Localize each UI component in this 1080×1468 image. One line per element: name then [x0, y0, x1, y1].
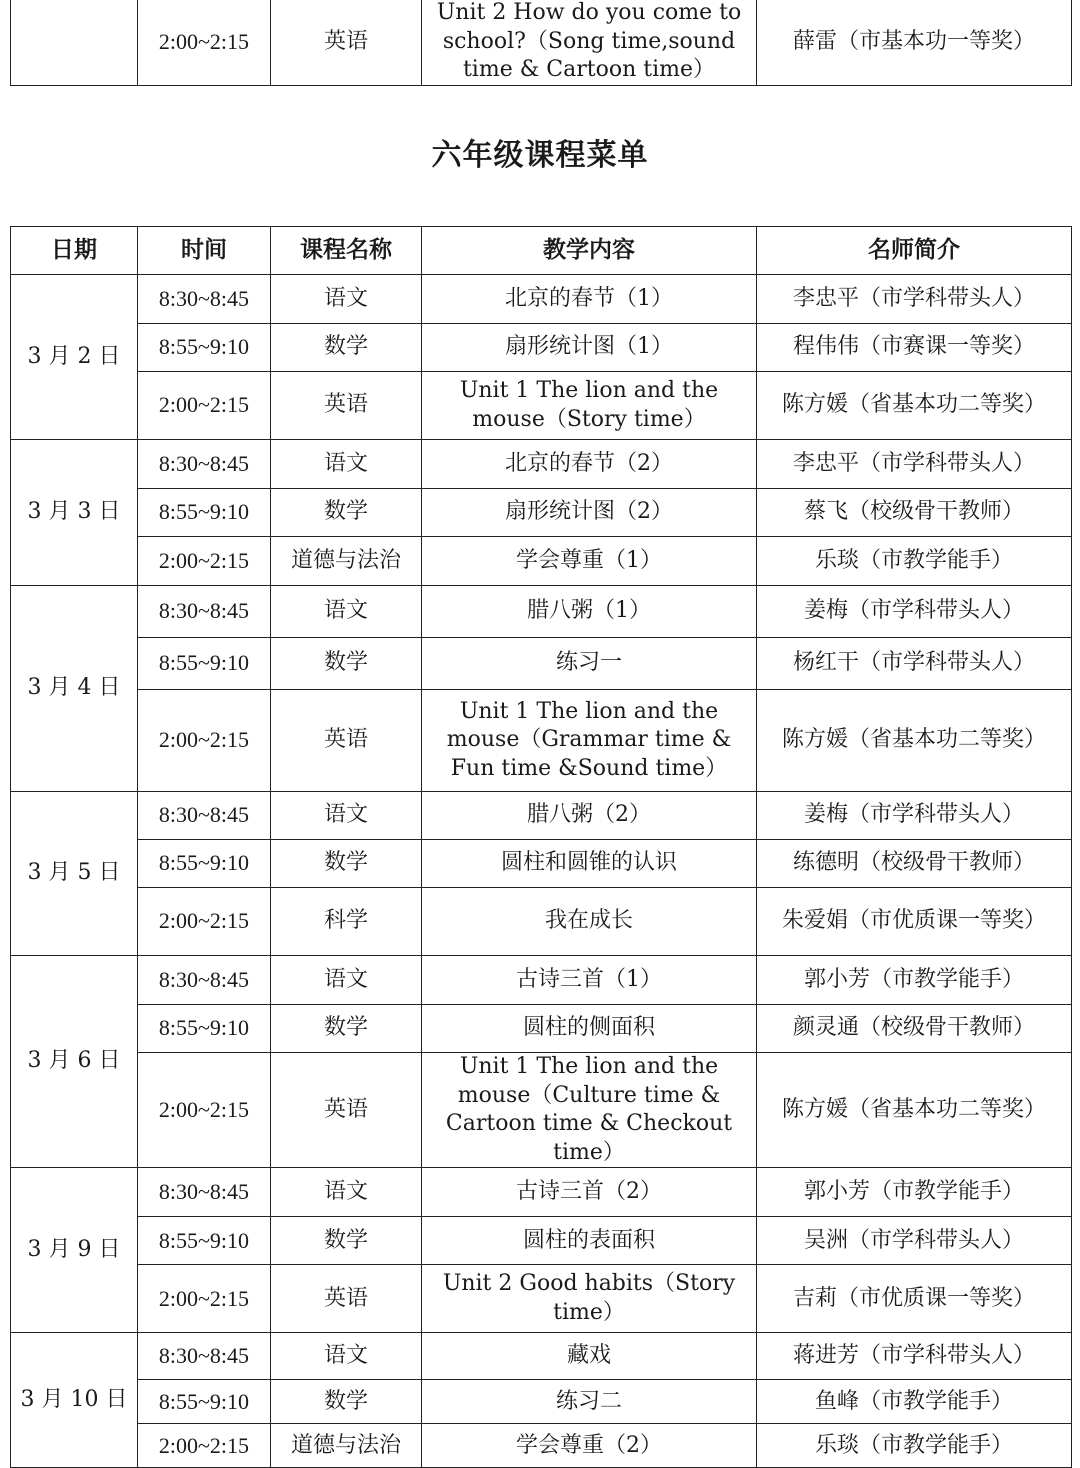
- date-cell: 3 月 5 日: [11, 792, 138, 956]
- table-row: [11, 440, 1072, 489]
- header-subject: 课程名称: [271, 227, 422, 275]
- table-row: [11, 586, 1072, 638]
- date-cell: 3 月 9 日: [11, 1168, 138, 1333]
- content-cell: 腊八粥（2）: [422, 792, 757, 840]
- table-row: [11, 324, 1072, 372]
- header-date: 日期: [11, 227, 138, 275]
- teacher-cell: 陈方媛（省基本功二等奖）: [757, 1053, 1072, 1168]
- time-cell: 2:00~2:15: [138, 690, 271, 792]
- teacher-cell: 蒋进芳（市学科带头人）: [757, 1333, 1072, 1380]
- table-row: [11, 638, 1072, 690]
- content-cell: 扇形统计图（1）: [422, 324, 757, 372]
- subject-cell: 数学: [271, 489, 422, 537]
- grade-six-schedule-table: [10, 226, 1072, 1468]
- table-row: [11, 888, 1072, 956]
- table-row: [11, 1005, 1072, 1053]
- subject-cell: 语文: [271, 792, 422, 840]
- subject-cell: 英语: [271, 0, 422, 85]
- content-cell: Unit 2 How do you come to school?（Song time,sound time & Cartoon time）: [422, 0, 757, 85]
- content-cell: 练习二: [422, 1380, 757, 1424]
- content-cell: 圆柱的侧面积: [422, 1005, 757, 1053]
- subject-cell: 数学: [271, 324, 422, 372]
- content-cell: 圆柱和圆锥的认识: [422, 840, 757, 888]
- time-cell: 2:00~2:15: [138, 1265, 271, 1333]
- teacher-cell: 程伟伟（市赛课一等奖）: [757, 324, 1072, 372]
- table-row: [11, 1265, 1072, 1333]
- subject-cell: 语文: [271, 1333, 422, 1380]
- teacher-cell: 姜梅（市学科带头人）: [757, 792, 1072, 840]
- time-cell: 8:30~8:45: [138, 275, 271, 324]
- table-row: [11, 1333, 1072, 1380]
- subject-cell: 道德与法治: [271, 537, 422, 586]
- teacher-cell: 朱爱娟（市优质课一等奖）: [757, 888, 1072, 956]
- teacher-cell: 鱼峰（市教学能手）: [757, 1380, 1072, 1424]
- header-time: 时间: [138, 227, 271, 275]
- content-cell: Unit 2 Good habits（Story time）: [422, 1265, 757, 1333]
- time-cell: 8:55~9:10: [138, 840, 271, 888]
- table-row: [11, 1424, 1072, 1468]
- table-row: [11, 1053, 1072, 1168]
- content-cell: Unit 1 The lion and the mouse（Story time）: [422, 372, 757, 440]
- table-row: [11, 275, 1072, 324]
- teacher-cell: 李忠平（市学科带头人）: [757, 275, 1072, 324]
- date-cell: 3 月 2 日: [11, 275, 138, 440]
- time-cell: 8:55~9:10: [138, 1005, 271, 1053]
- content-cell: 北京的春节（1）: [422, 275, 757, 324]
- teacher-cell: 薛雷（市基本功一等奖）: [757, 0, 1072, 85]
- teacher-cell: 郭小芳（市教学能手）: [757, 1168, 1072, 1217]
- table-row: [11, 1168, 1072, 1217]
- table-row: [11, 956, 1072, 1005]
- subject-cell: 数学: [271, 638, 422, 690]
- subject-cell: 语文: [271, 275, 422, 324]
- time-cell: 8:30~8:45: [138, 792, 271, 840]
- content-cell: 扇形统计图（2）: [422, 489, 757, 537]
- subject-cell: 英语: [271, 1053, 422, 1168]
- date-cell: [11, 0, 138, 85]
- time-cell: 2:00~2:15: [138, 1053, 271, 1168]
- subject-cell: 科学: [271, 888, 422, 956]
- time-cell: 8:55~9:10: [138, 1217, 271, 1265]
- teacher-cell: 杨红干（市学科带头人）: [757, 638, 1072, 690]
- subject-cell: 语文: [271, 440, 422, 489]
- teacher-cell: 陈方媛（省基本功二等奖）: [757, 690, 1072, 792]
- date-cell: 3 月 10 日: [11, 1333, 138, 1468]
- date-cell: 3 月 4 日: [11, 586, 138, 792]
- table-row: [11, 690, 1072, 792]
- teacher-cell: 练德明（校级骨干教师）: [757, 840, 1072, 888]
- subject-cell: 道德与法治: [271, 1424, 422, 1468]
- table-row: [11, 1217, 1072, 1265]
- table-row: [11, 0, 1072, 85]
- content-cell: 藏戏: [422, 1333, 757, 1380]
- date-cell: 3 月 3 日: [11, 440, 138, 586]
- subject-cell: 英语: [271, 690, 422, 792]
- time-cell: 8:30~8:45: [138, 440, 271, 489]
- subject-cell: 数学: [271, 1005, 422, 1053]
- time-cell: 2:00~2:15: [138, 1424, 271, 1468]
- content-cell: 腊八粥（1）: [422, 586, 757, 638]
- header-teacher: 名师简介: [757, 227, 1072, 275]
- subject-cell: 数学: [271, 1380, 422, 1424]
- teacher-cell: 乐琰（市教学能手）: [757, 1424, 1072, 1468]
- teacher-cell: 姜梅（市学科带头人）: [757, 586, 1072, 638]
- table-row: [11, 1380, 1072, 1424]
- content-cell: 圆柱的表面积: [422, 1217, 757, 1265]
- time-cell: 8:30~8:45: [138, 586, 271, 638]
- teacher-cell: 颜灵通（校级骨干教师）: [757, 1005, 1072, 1053]
- time-cell: 8:55~9:10: [138, 324, 271, 372]
- time-cell: 8:55~9:10: [138, 1380, 271, 1424]
- time-cell: 8:55~9:10: [138, 489, 271, 537]
- teacher-cell: 陈方媛（省基本功二等奖）: [757, 372, 1072, 440]
- content-cell: 学会尊重（1）: [422, 537, 757, 586]
- subject-cell: 英语: [271, 372, 422, 440]
- time-cell: 2:00~2:15: [138, 537, 271, 586]
- time-cell: 8:55~9:10: [138, 638, 271, 690]
- teacher-cell: 李忠平（市学科带头人）: [757, 440, 1072, 489]
- teacher-cell: 吉莉（市优质课一等奖）: [757, 1265, 1072, 1333]
- table-row: [11, 840, 1072, 888]
- content-cell: 古诗三首（2）: [422, 1168, 757, 1217]
- teacher-cell: 郭小芳（市教学能手）: [757, 956, 1072, 1005]
- teacher-cell: 乐琰（市教学能手）: [757, 537, 1072, 586]
- table-row: [11, 372, 1072, 440]
- header-row: [11, 227, 1072, 275]
- time-cell: 2:00~2:15: [138, 372, 271, 440]
- content-cell: 古诗三首（1）: [422, 956, 757, 1005]
- content-cell: 学会尊重（2）: [422, 1424, 757, 1468]
- table-row: [11, 792, 1072, 840]
- content-cell: 我在成长: [422, 888, 757, 956]
- date-cell: 3 月 6 日: [11, 956, 138, 1168]
- subject-cell: 数学: [271, 1217, 422, 1265]
- teacher-cell: 吴洲（市学科带头人）: [757, 1217, 1072, 1265]
- subject-cell: 英语: [271, 1265, 422, 1333]
- time-cell: 8:30~8:45: [138, 956, 271, 1005]
- time-cell: 2:00~2:15: [138, 0, 271, 85]
- time-cell: 2:00~2:15: [138, 888, 271, 956]
- subject-cell: 数学: [271, 840, 422, 888]
- time-cell: 8:30~8:45: [138, 1333, 271, 1380]
- page-title: 六年级课程菜单: [431, 138, 649, 173]
- table-row: [11, 537, 1072, 586]
- subject-cell: 语文: [271, 586, 422, 638]
- header-content: 教学内容: [422, 227, 757, 275]
- subject-cell: 语文: [271, 1168, 422, 1217]
- teacher-cell: 蔡飞（校级骨干教师）: [757, 489, 1072, 537]
- previous-grade-table: [10, 0, 1072, 86]
- content-cell: 练习一: [422, 638, 757, 690]
- table-row: [11, 489, 1072, 537]
- content-cell: 北京的春节（2）: [422, 440, 757, 489]
- content-cell: Unit 1 The lion and the mouse（Grammar time & Fun time &Sound time）: [422, 690, 757, 792]
- content-cell: Unit 1 The lion and the mouse（Culture time & Cartoon time & Checkout time）: [422, 1053, 757, 1168]
- subject-cell: 语文: [271, 956, 422, 1005]
- time-cell: 8:30~8:45: [138, 1168, 271, 1217]
